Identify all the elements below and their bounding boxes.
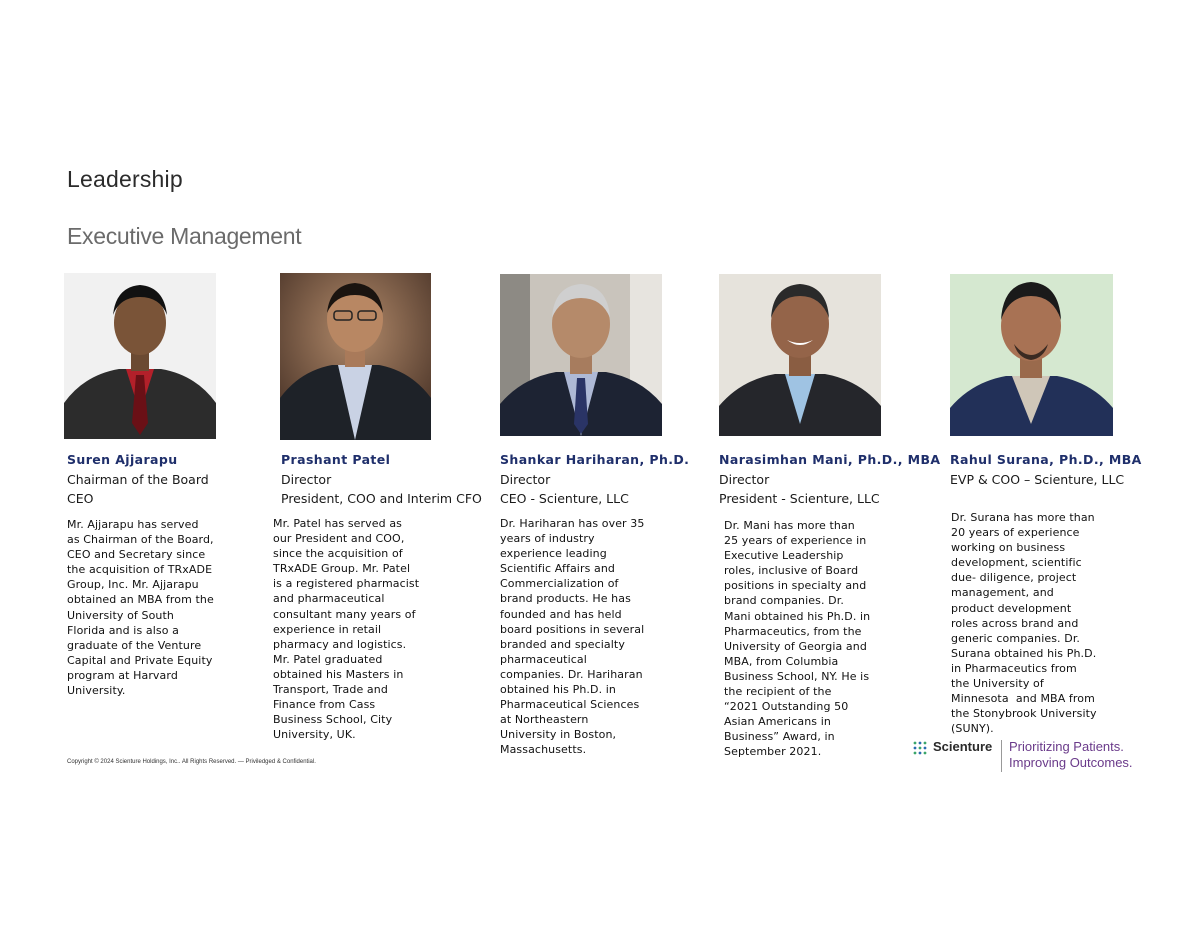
- executive-role-secondary: CEO - Scienture, LLC: [500, 491, 629, 506]
- executive-name: Narasimhan Mani, Ph.D., MBA: [719, 452, 941, 467]
- executive-role-secondary: CEO: [67, 491, 94, 506]
- brand-name: Scienture: [933, 739, 993, 754]
- executive-name: Shankar Hariharan, Ph.D.: [500, 452, 690, 467]
- executive-name: Prashant Patel: [281, 452, 391, 467]
- section-subtitle: Executive Management: [67, 223, 302, 249]
- executive-bio: Mr. Patel has served as our President and COO, since the acquisition of TRxADE Group. Mr. Patel is a registered pharmacist and pharmaceutical consultant many years of experience in retail pharmacy and logistics. Mr. Patel graduated obtained his Masters in Transport, Trade and Finance from Cass Business School, City University, UK.: [273, 517, 420, 742]
- executive-bio: Dr. Mani has more than 25 years of experience in Executive Leadership roles, inclusive of Board positions in specialty and brand companies. Dr. Mani obtained his Ph.D. in Pharmaceutics, from the University of Georgia and MBA, from Columbia Business School, NY. He is the recipient of the “2021 Outstanding 50 Asian Americans in Business” Award, in September 2021.: [724, 519, 871, 759]
- logo-divider: [1001, 740, 1002, 772]
- executive-role-secondary: President - Scienture, LLC: [719, 491, 880, 506]
- executive-photo-suren-ajjarapu: [64, 273, 216, 439]
- executive-bio: Dr. Hariharan has over 35 years of industry experience leading Scientific Affairs and Commercialization of brand products. He has founded and has held board positions in several branded and specialty pharmaceutical companies. Dr. Hariharan obtained his Ph.D. in Pharmaceutical Sciences at Northeastern University in Boston, Massachusetts.: [500, 517, 645, 757]
- copyright-notice: Copyright © 2024 Scienture Holdings, Inc.. All Rights Reserved. — Priviledged & Confidential.: [67, 759, 316, 765]
- executive-photo-shankar-hariharan: [500, 274, 662, 436]
- tagline-line-2: Improving Outcomes.: [1009, 755, 1133, 770]
- executive-bio: Mr. Ajjarapu has served as Chairman of the Board, CEO and Secretary since the acquisition of TRxADE Group, Inc. Mr. Ajjarapu obtained an MBA from the University of South Florida and is also a graduate of the Venture Capital and Private Equity program at Harvard University.: [67, 518, 214, 698]
- executive-role: Director: [719, 472, 770, 487]
- executive-photo-prashant-patel: [280, 273, 431, 440]
- executive-role: Director: [281, 472, 332, 487]
- scienture-logo-icon: [913, 741, 927, 755]
- executive-photo-rahul-surana: [950, 274, 1113, 436]
- page-title: Leadership: [67, 166, 183, 192]
- executive-name: Rahul Surana, Ph.D., MBA: [950, 452, 1142, 467]
- executive-role: Chairman of the Board: [67, 472, 209, 487]
- executive-role: Director: [500, 472, 551, 487]
- executive-name: Suren Ajjarapu: [67, 452, 178, 467]
- scienture-logo: [913, 738, 1143, 774]
- executive-role: EVP & COO – Scienture, LLC: [950, 472, 1125, 487]
- tagline-line-1: Prioritizing Patients.: [1009, 739, 1124, 754]
- executive-photo-narasimhan-mani: [719, 274, 881, 436]
- executive-role-secondary: President, COO and Interim CFO: [281, 491, 482, 506]
- executive-bio: Dr. Surana has more than 20 years of experience working on business development, scientific due- diligence, project management, and product development roles across brand and generic companies. Dr. Surana obtained his Ph.D. in Pharmaceutics from the University of Minnesota and MBA from the Stonybrook University (SUNY).: [951, 511, 1097, 736]
